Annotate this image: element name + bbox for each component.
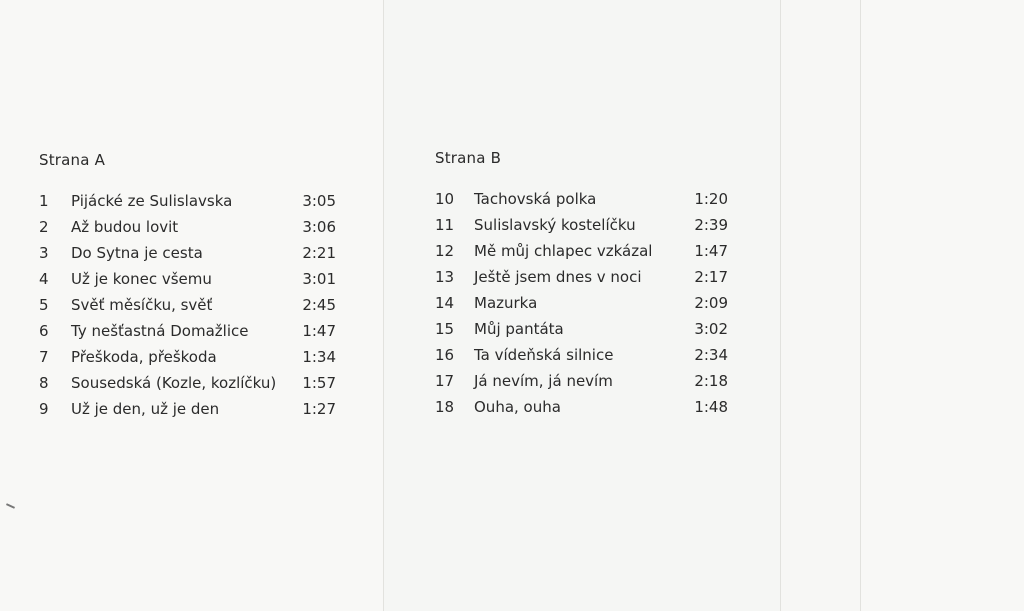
track-number: 8 (39, 374, 49, 392)
track-title: Můj pantáta (474, 320, 564, 338)
track-duration: 2:18 (694, 372, 728, 390)
track-title: Sulislavský kostelíčku (474, 216, 636, 234)
fold-line (383, 0, 384, 611)
track-number: 4 (39, 270, 49, 288)
track-duration: 2:34 (694, 346, 728, 364)
track-number: 3 (39, 244, 49, 262)
track-duration: 1:47 (302, 322, 336, 340)
track-title: Mě můj chlapec vzkázal (474, 242, 653, 260)
track-title: Ouha, ouha (474, 398, 561, 416)
track-number: 10 (435, 190, 455, 208)
track-title: Už je konec všemu (71, 270, 212, 288)
track-duration: 2:17 (694, 268, 728, 286)
track-number: 17 (435, 372, 455, 390)
track-number: 16 (435, 346, 455, 364)
track-duration: 1:20 (694, 190, 728, 208)
fold-line (780, 0, 781, 611)
track-duration: 3:05 (302, 192, 336, 210)
track-number: 11 (435, 216, 455, 234)
track-title: Přeškoda, přeškoda (71, 348, 217, 366)
track-title: Pijácké ze Sulislavska (71, 192, 233, 210)
track-number: 6 (39, 322, 49, 340)
track-duration: 1:47 (694, 242, 728, 260)
track-title: Ta vídeňská silnice (474, 346, 614, 364)
track-duration: 2:39 (694, 216, 728, 234)
track-title: Ještě jsem dnes v noci (474, 268, 642, 286)
track-title: Mazurka (474, 294, 538, 312)
track-duration: 2:09 (694, 294, 728, 312)
flap-panel (860, 0, 1024, 611)
fold-line (860, 0, 861, 611)
track-title: Sousedská (Kozle, kozlíčku) (71, 374, 277, 392)
track-number: 5 (39, 296, 49, 314)
track-number: 9 (39, 400, 49, 418)
track-number: 1 (39, 192, 49, 210)
track-title: Svěť měsíčku, svěť (71, 296, 213, 314)
track-title: Až budou lovit (71, 218, 179, 236)
side-b-title: Strana B (435, 149, 502, 167)
track-title: Tachovská polka (474, 190, 597, 208)
track-duration: 1:27 (302, 400, 336, 418)
track-duration: 3:06 (302, 218, 336, 236)
track-duration: 1:34 (302, 348, 336, 366)
side-a-title: Strana A (39, 151, 106, 169)
track-title: Už je den, už je den (71, 400, 220, 418)
track-title: Ty nešťastná Domažlice (71, 322, 249, 340)
track-duration: 3:01 (302, 270, 336, 288)
track-title: Já nevím, já nevím (474, 372, 613, 390)
track-duration: 1:57 (302, 374, 336, 392)
spine-panel (780, 0, 860, 611)
track-duration: 2:21 (302, 244, 336, 262)
track-duration: 1:48 (694, 398, 728, 416)
track-number: 14 (435, 294, 455, 312)
track-number: 7 (39, 348, 49, 366)
track-title: Do Sytna je cesta (71, 244, 203, 262)
track-number: 13 (435, 268, 455, 286)
track-number: 18 (435, 398, 455, 416)
track-duration: 3:02 (694, 320, 728, 338)
track-number: 2 (39, 218, 49, 236)
track-duration: 2:45 (302, 296, 336, 314)
track-number: 12 (435, 242, 455, 260)
track-number: 15 (435, 320, 455, 338)
